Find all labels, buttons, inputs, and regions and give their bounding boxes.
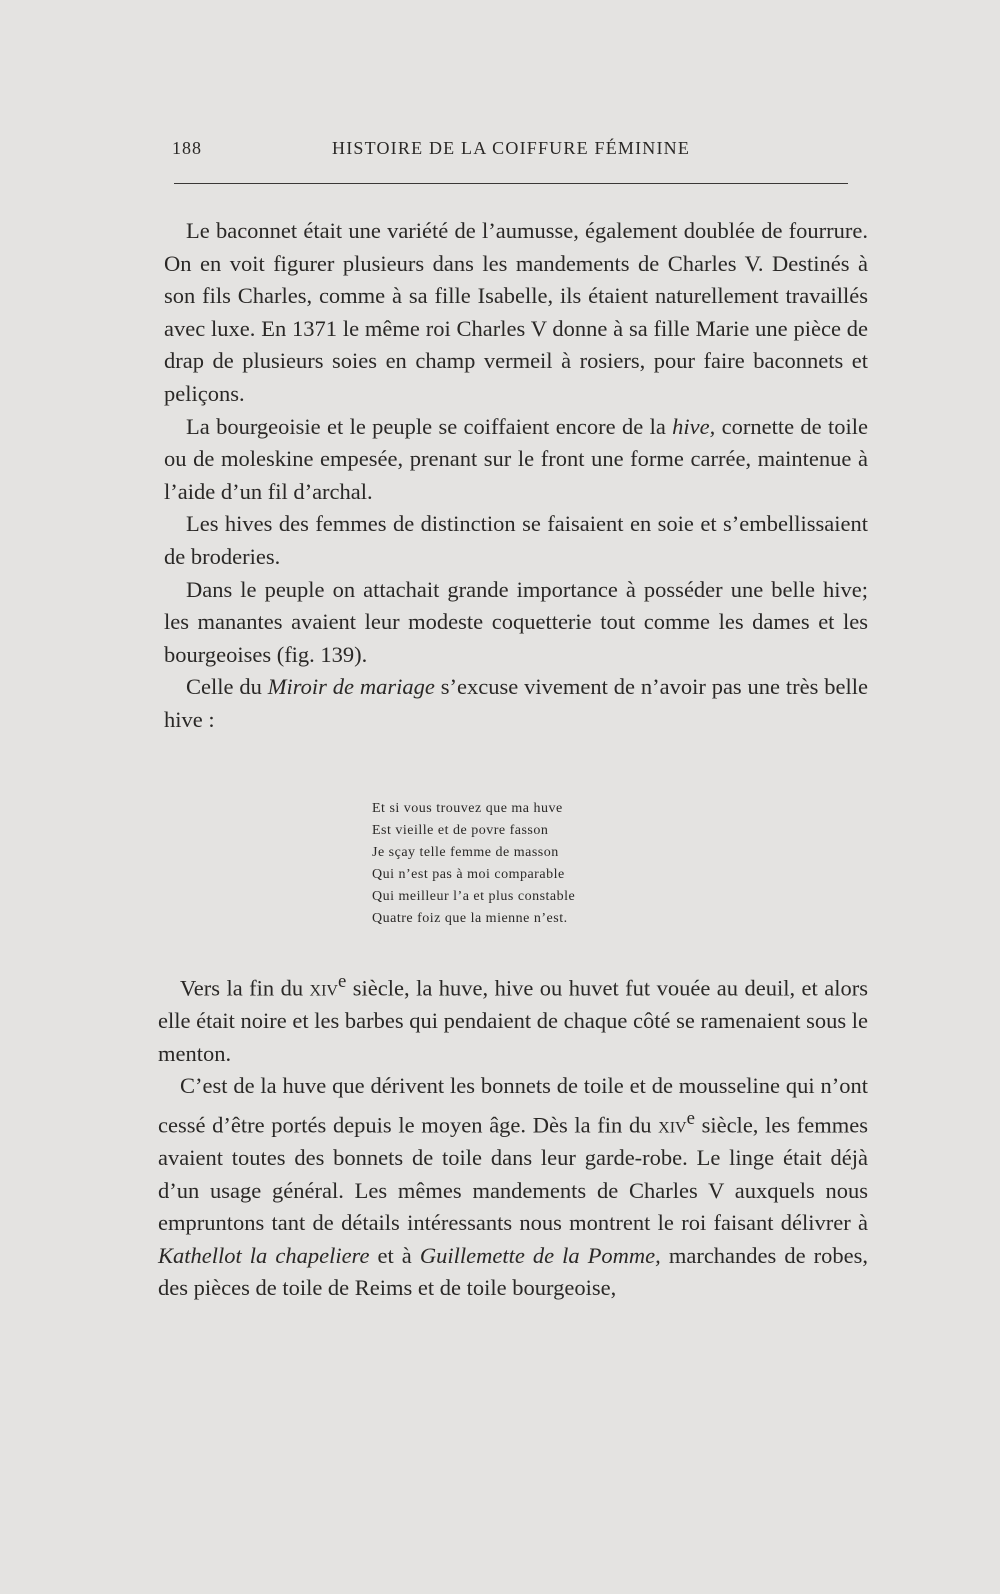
paragraph: Les hives des femmes de distinction se faisaient en soie et s’embellissaient de broderies. xyxy=(164,511,868,569)
verse-quotation xyxy=(372,798,575,930)
verse-line: Et si vous trouvez que ma huve xyxy=(372,801,563,816)
header-rule xyxy=(174,183,848,184)
paragraph: Celle du Miroir de mariage s’excuse vivement de n’avoir pas une très belle hive : xyxy=(164,674,869,732)
verse-line: Quatre foiz que la mienne n’est. xyxy=(372,911,568,926)
paragraph: La bourgeoisie et le peuple se coiffaient encore de la hive, cornette de toile ou de moleskine empesée, prenant sur le front une forme carrée, maintenue à l’aide d’un fil d’archal. xyxy=(164,413,868,504)
verse-line: Est vieille et de povre fasson xyxy=(372,823,549,838)
body-text-bottom xyxy=(158,966,868,1305)
body-text-top xyxy=(164,215,868,737)
verse-line: Qui meilleur l’a et plus constable xyxy=(372,889,576,904)
paragraph: Le baconnet était une variété de l’aumusse, également doublée de fourrure. On en voit figurer plusieurs dans les mandements de Charles V. Destinés à son fils Charles, comme à sa fille Isabelle, ils étaient naturellement travaillés avec luxe. En 1371 le même roi Charles V donne à sa fille Marie une pièce de drap de plusieurs soies en champ vermeil à rosiers, pour faire baconnets et peliçons. xyxy=(164,218,868,406)
paragraph: Vers la fin du xiv$^e$ siècle, la huve, hive ou huvet fut vouée au deuil, et alors elle était noire et les barbes qui pendaient de chaque côté se ramenaient sous le menton. xyxy=(158,971,868,1066)
verse-line: Qui n’est pas à moi comparable xyxy=(372,867,565,882)
verse-line: Je sçay telle femme de masson xyxy=(372,845,559,860)
running-title: HISTOIRE DE LA COIFFURE FÉMININE xyxy=(332,138,691,158)
paragraph: C’est de la huve que dérivent les bonnets de toile et de mousseline qui n’ont cessé d’être portés depuis le moyen âge. Dès la fin du xiv$^e$ siècle, les femmes avaient toutes des bonnets de toile dans leur garde-robe. Le linge était déjà d’un usage général. Les mêmes mandements de Charles V auxquels nous empruntons tant de détails intéressants nous montrent le roi faisant délivrer à Kathellot la chapeliere et à Guillemette de la Pomme, marchandes de robes, des pièces de toile de Reims et de toile bourgeoise, xyxy=(158,1073,868,1301)
running-header xyxy=(172,138,840,162)
page-number: 188 xyxy=(172,138,202,158)
paragraph: Dans le peuple on attachait grande importance à posséder une belle hive; les manantes avaient leur modeste coquetterie tout comme les dames et les bourgeoises (fig. 139). xyxy=(164,576,868,667)
